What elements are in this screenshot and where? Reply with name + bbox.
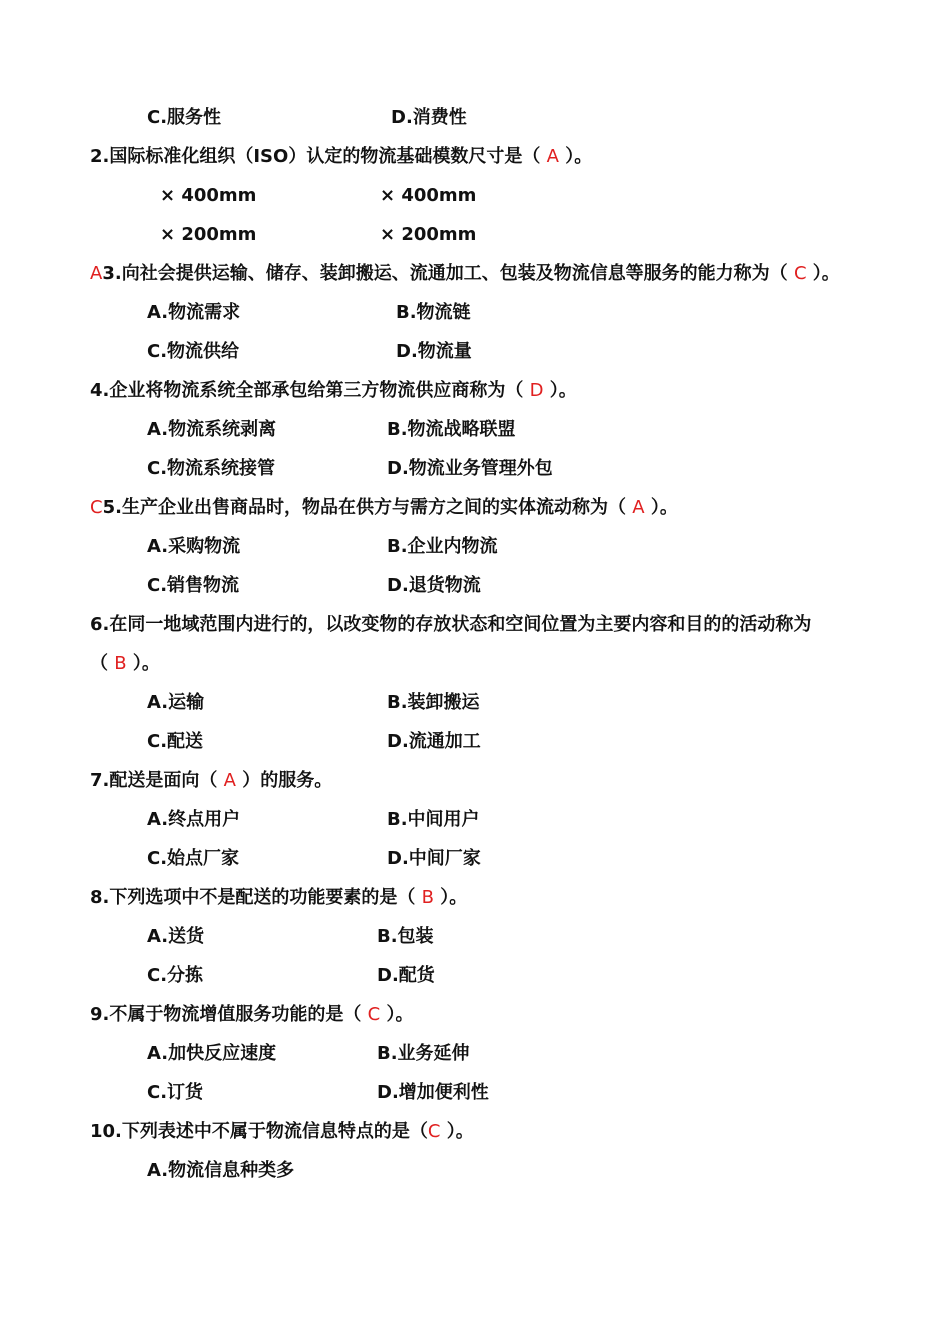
q8-option-a: A.送货 — [147, 926, 205, 947]
question-8-stem: 8.下列选项中不是配送的功能要素的是（ — [90, 887, 422, 908]
q3-option-d: D.物流量 — [396, 341, 472, 362]
q2-dimension-2: × 400mm — [380, 185, 477, 206]
q5-option-c: C.销售物流 — [147, 575, 240, 596]
question-10-stem: 10.下列表述中不属于物流信息特点的是（ — [90, 1121, 428, 1142]
question-6-line-2 — [90, 652, 160, 676]
q4-option-a: A.物流系统剥离 — [147, 419, 277, 440]
q7-option-d: D.中间厂家 — [387, 848, 481, 869]
question-7 — [90, 769, 332, 793]
q8-option-c: C.分拣 — [147, 965, 204, 986]
question-7-stem: 7.配送是面向（ — [90, 770, 224, 791]
question-6-open: （ — [90, 653, 115, 674]
question-6-answer: B — [114, 653, 127, 674]
q9-option-d: D.增加便利性 — [377, 1082, 489, 1103]
question-3-margin-mark: A — [90, 263, 103, 284]
question-6-stem-end: ）。 — [126, 653, 160, 674]
q2-dimension-3: × 200mm — [160, 224, 257, 245]
question-8 — [90, 886, 467, 910]
q4-option-b: B.物流战略联盟 — [387, 419, 516, 440]
q6-option-b: B.装卸搬运 — [387, 692, 480, 713]
q5-option-b: B.企业内物流 — [387, 536, 498, 557]
question-4-answer: D — [529, 380, 544, 401]
question-4-stem-end: ）。 — [543, 380, 577, 401]
question-10-stem-end: ）。 — [440, 1121, 474, 1142]
question-5-answer: A — [632, 497, 645, 518]
q8-option-b: B.包装 — [377, 926, 434, 947]
question-7-stem-end: ）的服务。 — [235, 770, 333, 791]
question-7-answer: A — [223, 770, 236, 791]
question-9-answer: C — [367, 1004, 381, 1025]
q2-dimension-4: × 200mm — [380, 224, 477, 245]
q3-option-b: B.物流链 — [396, 302, 471, 323]
question-2-answer: A — [546, 146, 559, 167]
question-2-stem-end: ）。 — [558, 146, 593, 167]
q2-dimension-1: × 400mm — [160, 185, 257, 206]
q6-option-a: A.运输 — [147, 692, 205, 713]
q4-option-d: D.物流业务管理外包 — [387, 458, 553, 479]
question-4 — [90, 379, 577, 403]
q3-option-a: A.物流需求 — [147, 302, 241, 323]
q9-option-c: C.订货 — [147, 1082, 204, 1103]
question-9 — [90, 1003, 414, 1027]
question-10-answer: C — [427, 1121, 441, 1142]
question-2 — [90, 145, 592, 169]
question-4-stem: 4.企业将物流系统全部承包给第三方物流供应商称为（ — [90, 380, 530, 401]
q7-option-b: B.中间用户 — [387, 809, 480, 830]
question-9-stem: 9.不属于物流增值服务功能的是（ — [90, 1004, 368, 1025]
q9-option-a: A.加快反应速度 — [147, 1043, 277, 1064]
q8-option-d: D.配货 — [377, 965, 435, 986]
question-2-stem: 2.国际标准化组织（ISO）认定的物流基础模数尺寸是（ — [90, 146, 547, 167]
question-8-answer: B — [421, 887, 434, 908]
question-8-stem-end: ）。 — [434, 887, 468, 908]
question-5 — [90, 496, 678, 520]
question-6-line-1: 6.在同一地域范围内进行的，以改变物的存放状态和空间位置为主要内容和目的的活动称为 — [90, 614, 812, 635]
q6-option-d: D.流通加工 — [387, 731, 481, 752]
question-3-stem-end: ）。 — [806, 263, 840, 284]
question-5-stem: 5.生产企业出售商品时，物品在供方与需方之间的实体流动称为（ — [102, 497, 633, 518]
q4-option-c: C.物流系统接管 — [147, 458, 276, 479]
q5-option-a: A.采购物流 — [147, 536, 241, 557]
q5-option-d: D.退货物流 — [387, 575, 481, 596]
q1-option-d: D.消费性 — [391, 107, 467, 128]
q6-option-c: C.配送 — [147, 731, 204, 752]
q3-option-c: C.物流供给 — [147, 341, 240, 362]
question-3 — [90, 262, 840, 286]
q9-option-b: B.业务延伸 — [377, 1043, 470, 1064]
question-10 — [90, 1120, 474, 1144]
question-9-stem-end: ）。 — [380, 1004, 414, 1025]
question-5-margin-mark: C — [90, 497, 103, 518]
q1-option-c: C.服务性 — [147, 107, 222, 128]
q7-option-c: C.始点厂家 — [147, 848, 240, 869]
question-3-answer: C — [793, 263, 807, 284]
question-5-stem-end: ）。 — [644, 497, 678, 518]
question-3-stem: 3.向社会提供运输、储存、装卸搬运、流通加工、包装及物流信息等服务的能力称为（ — [102, 263, 794, 284]
q10-option-a: A.物流信息种类多 — [147, 1160, 295, 1181]
q7-option-a: A.终点用户 — [147, 809, 241, 830]
